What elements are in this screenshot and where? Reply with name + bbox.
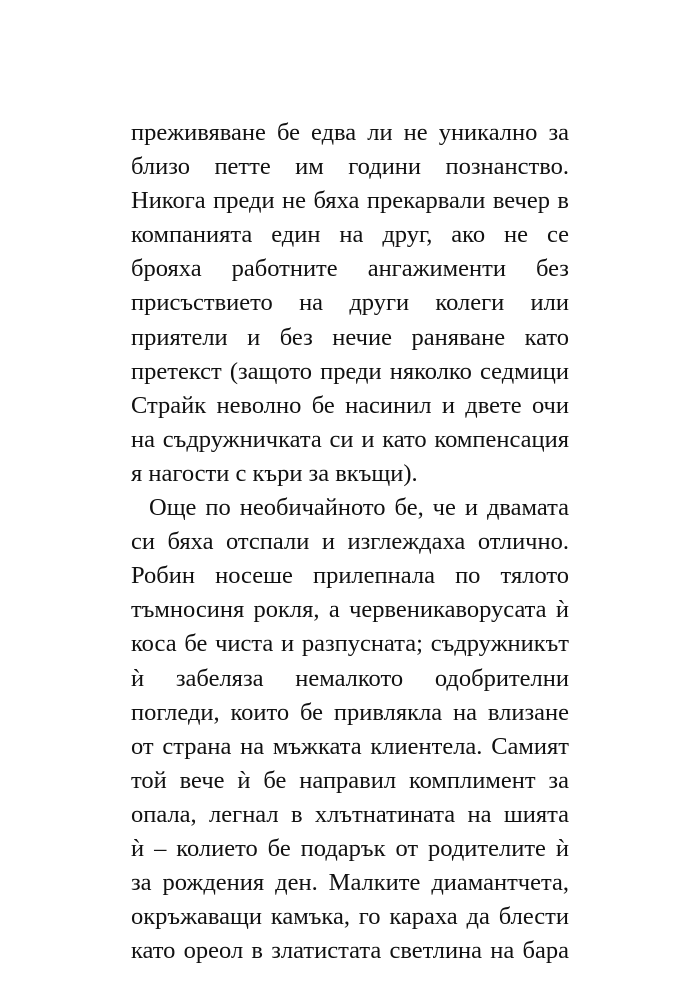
text-line: на съдружничката си и като компенсация [131, 425, 569, 453]
text-line: тъмносиня рокля, а червеникаворусата ѝ [131, 596, 569, 624]
text-line: си бяха отспали и изглеждаха отлично. [131, 528, 569, 556]
text-line: Никога преди не бяха прекарвали вечер в [131, 187, 569, 215]
text-line: Страйк неволно бе насинил и двете очи [131, 391, 569, 419]
text-line: компанията един на друг, ако не се [131, 221, 569, 249]
text-line: присъствието на други колеги или [131, 289, 569, 317]
text-line: от страна на мъжката клиентела. Самият [131, 732, 569, 760]
body-text [131, 116, 569, 968]
text-line: окръжаващи камъка, го караха да блести [131, 903, 569, 931]
text-line: я нагости с къри за вкъщи). [131, 459, 418, 487]
text-line: близо петте им години познанство. [131, 153, 569, 181]
text-line: ѝ – колието бе подарък от родителите ѝ [131, 834, 569, 862]
text-line: той вече ѝ бе направил комплимент за [131, 766, 569, 794]
text-line: за рождения ден. Малките диамантчета, [131, 869, 569, 897]
text-line: брояха работните ангажименти без [131, 255, 569, 283]
text-line: като ореол в златистата светлина на бара [131, 937, 569, 965]
text-line: коса бе чиста и разпусната; съдружникът [131, 630, 569, 658]
text-line: преживяване бе едва ли не уникално за [131, 119, 569, 146]
text-line: ѝ забеляза немалкото одобрителни [131, 664, 569, 692]
text-line: опала, легнал в хлътнатината на шията [131, 800, 569, 828]
text-line: приятели и без нечие раняване като [131, 323, 569, 351]
text-line: Робин носеше прилепнала по тялото [131, 562, 569, 590]
text-line: Още по необичайното бе, че и двамата [149, 494, 569, 522]
text-line: претекст (защото преди няколко седмици [131, 357, 569, 385]
text-line: погледи, които бе привлякла на влизане [131, 698, 569, 726]
